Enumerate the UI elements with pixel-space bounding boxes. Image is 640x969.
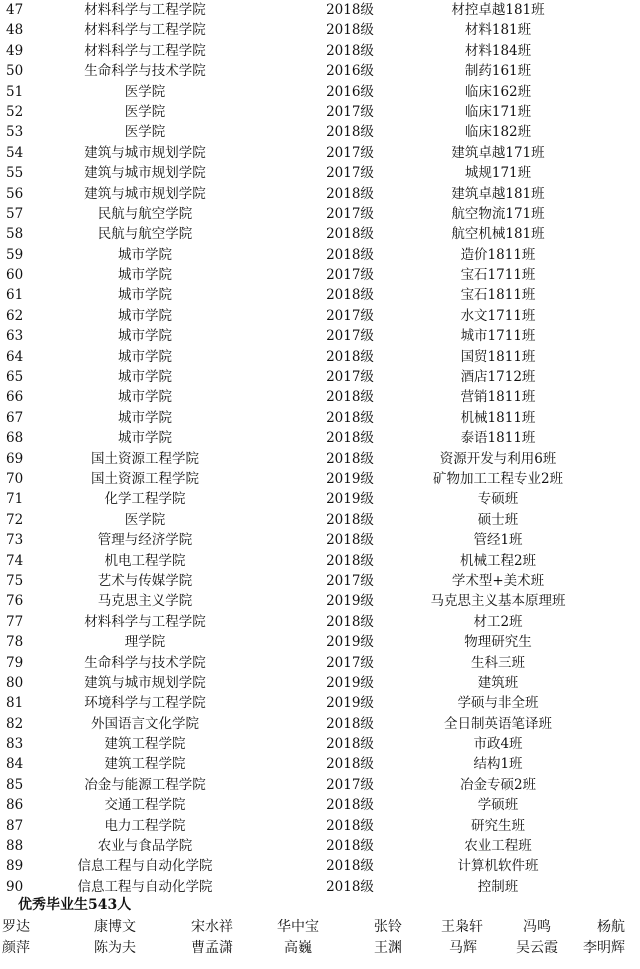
college-name: 城市学院 xyxy=(118,307,172,324)
college-name: 建筑与城市规划学院 xyxy=(84,674,206,691)
college-name: 城市学院 xyxy=(118,246,172,263)
college-name: 建筑与城市规划学院 xyxy=(84,144,206,161)
graduate-name: 王渊 xyxy=(374,940,402,956)
college-name: 艺术与传媒学院 xyxy=(97,572,193,589)
row-number: 51 xyxy=(6,83,24,100)
college-name: 环境科学与工程学院 xyxy=(84,695,206,712)
college-name: 建筑与城市规划学院 xyxy=(84,185,206,202)
college-name: 民航与航空学院 xyxy=(97,226,193,243)
row-number: 61 xyxy=(6,287,24,304)
table-row xyxy=(0,734,640,754)
table-row xyxy=(0,265,640,285)
row-number: 77 xyxy=(6,613,24,630)
college-name: 马克思主义学院 xyxy=(97,593,193,610)
row-number: 69 xyxy=(6,450,24,467)
row-number: 75 xyxy=(6,572,24,589)
row-number: 70 xyxy=(6,470,24,487)
class-name: 材料181班 xyxy=(464,22,532,39)
table-row xyxy=(0,0,640,20)
table-row xyxy=(0,489,640,509)
grade-year: 2017级 xyxy=(326,144,374,161)
grade-year: 2017级 xyxy=(326,267,374,284)
grade-year: 2016级 xyxy=(326,63,374,80)
class-name: 材控卓越181班 xyxy=(451,2,545,18)
class-name: 航空物流171班 xyxy=(451,205,545,222)
table-row xyxy=(0,285,640,305)
class-name: 机械1811班 xyxy=(460,409,536,426)
grade-year: 2018级 xyxy=(326,797,374,814)
grade-year: 2019级 xyxy=(326,634,374,651)
class-name: 营销1811班 xyxy=(460,389,536,406)
college-name: 医学院 xyxy=(124,124,166,141)
graduate-name: 宋水祥 xyxy=(191,919,233,935)
graduate-name: 颜萍 xyxy=(2,940,30,956)
table-row xyxy=(0,82,640,102)
class-name: 航空机械181班 xyxy=(451,226,545,243)
college-name: 城市学院 xyxy=(118,328,172,345)
grade-year: 2018级 xyxy=(326,2,374,18)
table-row xyxy=(0,184,640,204)
graduate-name: 康博文 xyxy=(94,919,136,935)
row-number: 88 xyxy=(6,838,24,855)
grade-year: 2019级 xyxy=(326,593,374,610)
grade-year: 2017级 xyxy=(326,205,374,222)
row-number: 47 xyxy=(6,2,24,18)
table-row xyxy=(0,795,640,815)
row-number: 85 xyxy=(6,776,24,793)
graduate-name: 冯鸣 xyxy=(523,919,551,935)
college-name: 建筑与城市规划学院 xyxy=(84,165,206,182)
table-row xyxy=(0,836,640,856)
row-number: 79 xyxy=(6,654,24,671)
table-row xyxy=(0,653,640,673)
college-name: 城市学院 xyxy=(118,348,172,365)
table-row xyxy=(0,449,640,469)
college-name: 化学工程学院 xyxy=(104,491,186,508)
grade-year: 2018级 xyxy=(326,613,374,630)
class-name: 城市1711班 xyxy=(460,328,536,345)
college-name: 电力工程学院 xyxy=(104,817,186,834)
grade-year: 2017级 xyxy=(326,165,374,182)
grade-year: 2019级 xyxy=(326,674,374,691)
graduate-name: 华中宝 xyxy=(277,919,319,935)
row-number: 57 xyxy=(6,205,24,222)
table-row xyxy=(0,408,640,428)
class-name: 结构1班 xyxy=(473,756,523,773)
college-name: 材料科学与工程学院 xyxy=(84,42,206,59)
grade-year: 2017级 xyxy=(326,307,374,324)
table-row xyxy=(0,510,640,530)
row-number: 50 xyxy=(6,63,24,80)
class-name: 宝石1711班 xyxy=(460,267,536,284)
class-name: 酒店1712班 xyxy=(460,369,536,386)
table-row xyxy=(0,20,640,40)
row-number: 54 xyxy=(6,144,24,161)
college-name: 信息工程与自动化学院 xyxy=(77,858,213,875)
college-name: 城市学院 xyxy=(118,287,172,304)
class-name: 水文1711班 xyxy=(460,307,536,324)
college-name: 建筑工程学院 xyxy=(104,736,186,753)
college-name: 农业与食品学院 xyxy=(97,838,193,855)
class-name: 制药161班 xyxy=(464,63,532,80)
class-name: 临床171班 xyxy=(464,103,532,120)
graduate-name: 罗达 xyxy=(2,919,30,935)
row-number: 76 xyxy=(6,593,24,610)
class-name: 造价1811班 xyxy=(460,246,536,263)
grade-year: 2018级 xyxy=(326,838,374,855)
class-name: 宝石1811班 xyxy=(460,287,536,304)
college-name: 城市学院 xyxy=(118,389,172,406)
class-name: 临床162班 xyxy=(464,83,532,100)
row-number: 64 xyxy=(6,348,24,365)
table-row xyxy=(0,612,640,632)
table-row xyxy=(0,530,640,550)
graduate-name: 陈为夫 xyxy=(94,940,136,956)
grade-year: 2018级 xyxy=(326,878,374,895)
section-title: 优秀毕业生543人 xyxy=(18,897,132,913)
table-row xyxy=(0,775,640,795)
class-name: 学硕与非全班 xyxy=(457,695,539,712)
row-number: 71 xyxy=(6,491,24,508)
grade-year: 2018级 xyxy=(326,246,374,263)
college-name: 外国语言文化学院 xyxy=(91,715,199,732)
grade-year: 2018级 xyxy=(326,287,374,304)
graduate-name: 马辉 xyxy=(449,940,477,956)
grade-year: 2018级 xyxy=(326,756,374,773)
names-line-2 xyxy=(0,937,640,959)
grade-year: 2017级 xyxy=(326,369,374,386)
row-number: 74 xyxy=(6,552,24,569)
class-name: 农业工程班 xyxy=(464,838,532,855)
class-name: 泰语1811班 xyxy=(460,430,536,447)
table-row xyxy=(0,754,640,774)
class-name: 建筑卓越181班 xyxy=(451,185,545,202)
table-row xyxy=(0,163,640,183)
college-name: 国土资源工程学院 xyxy=(91,470,199,487)
table-row xyxy=(0,326,640,346)
class-name: 学硕班 xyxy=(477,797,519,814)
grade-year: 2018级 xyxy=(326,124,374,141)
grade-year: 2018级 xyxy=(326,858,374,875)
grade-year: 2019级 xyxy=(326,695,374,712)
table-row xyxy=(0,469,640,489)
row-number: 80 xyxy=(6,674,24,691)
grade-year: 2019级 xyxy=(326,470,374,487)
college-name: 城市学院 xyxy=(118,430,172,447)
table-row xyxy=(0,551,640,571)
class-name: 冶金专硕2班 xyxy=(459,776,537,793)
grade-year: 2017级 xyxy=(326,103,374,120)
row-number: 83 xyxy=(6,736,24,753)
class-name: 国贸1811班 xyxy=(460,348,536,365)
table-row xyxy=(0,673,640,693)
grade-year: 2017级 xyxy=(326,776,374,793)
college-name: 城市学院 xyxy=(118,267,172,284)
graduate-name: 杨航 xyxy=(597,919,625,935)
class-name: 建筑卓越171班 xyxy=(451,144,545,161)
table-row xyxy=(0,347,640,367)
table-row xyxy=(0,632,640,652)
table-row xyxy=(0,387,640,407)
college-name: 材料科学与工程学院 xyxy=(84,613,206,630)
class-name: 物理研究生 xyxy=(464,634,532,651)
college-name: 城市学院 xyxy=(118,409,172,426)
row-number: 58 xyxy=(6,226,24,243)
table-row xyxy=(0,816,640,836)
table-row xyxy=(0,856,640,876)
grade-year: 2018级 xyxy=(326,185,374,202)
college-name: 信息工程与自动化学院 xyxy=(77,878,213,895)
table-row xyxy=(0,102,640,122)
table-row xyxy=(0,367,640,387)
class-name: 矿物加工工程专业2班 xyxy=(432,470,564,487)
table-row xyxy=(0,714,640,734)
row-number: 73 xyxy=(6,532,24,549)
college-name: 机电工程学院 xyxy=(104,552,186,569)
class-name: 控制班 xyxy=(477,878,519,895)
row-number: 48 xyxy=(6,22,24,39)
class-name: 机械工程2班 xyxy=(459,552,537,569)
row-number: 55 xyxy=(6,165,24,182)
grade-year: 2018级 xyxy=(326,226,374,243)
row-number: 49 xyxy=(6,42,24,59)
names-line-1 xyxy=(0,916,640,938)
table-row xyxy=(0,204,640,224)
college-name: 医学院 xyxy=(124,511,166,528)
row-number: 72 xyxy=(6,511,24,528)
row-number: 87 xyxy=(6,817,24,834)
grade-year: 2018级 xyxy=(326,532,374,549)
grade-year: 2017级 xyxy=(326,654,374,671)
graduate-name: 吴云霞 xyxy=(516,940,558,956)
row-number: 81 xyxy=(6,695,24,712)
table-row xyxy=(0,306,640,326)
row-number: 68 xyxy=(6,430,24,447)
grade-year: 2018级 xyxy=(326,348,374,365)
row-number: 60 xyxy=(6,267,24,284)
college-name: 材料科学与工程学院 xyxy=(84,2,206,18)
table-row xyxy=(0,245,640,265)
grade-year: 2018级 xyxy=(326,552,374,569)
grade-year: 2016级 xyxy=(326,83,374,100)
class-name: 生科三班 xyxy=(471,654,525,671)
college-name: 建筑工程学院 xyxy=(104,756,186,773)
graduate-name: 曹孟潇 xyxy=(191,940,233,956)
grade-year: 2018级 xyxy=(326,736,374,753)
college-name: 生命科学与技术学院 xyxy=(84,654,206,671)
row-number: 56 xyxy=(6,185,24,202)
class-name: 管经1班 xyxy=(473,532,523,549)
college-name: 管理与经济学院 xyxy=(97,532,193,549)
grade-year: 2018级 xyxy=(326,817,374,834)
row-number: 52 xyxy=(6,103,24,120)
row-number: 67 xyxy=(6,409,24,426)
row-number: 66 xyxy=(6,389,24,406)
graduate-name: 高巍 xyxy=(284,940,312,956)
class-name: 马克思主义基本原理班 xyxy=(430,593,566,610)
grade-year: 2017级 xyxy=(326,572,374,589)
row-number: 90 xyxy=(6,878,24,895)
grade-year: 2018级 xyxy=(326,430,374,447)
class-name: 硕士班 xyxy=(477,511,519,528)
grade-year: 2019级 xyxy=(326,491,374,508)
graduate-name: 李明辉 xyxy=(583,940,625,956)
row-number: 62 xyxy=(6,307,24,324)
grade-year: 2018级 xyxy=(326,42,374,59)
table-row xyxy=(0,693,640,713)
class-name: 城规171班 xyxy=(464,165,532,182)
class-name: 材料184班 xyxy=(464,42,532,59)
class-name: 研究生班 xyxy=(471,817,525,834)
table-row xyxy=(0,224,640,244)
college-name: 国土资源工程学院 xyxy=(91,450,199,467)
college-name: 生命科学与技术学院 xyxy=(84,63,206,80)
college-name: 医学院 xyxy=(124,83,166,100)
row-number: 89 xyxy=(6,858,24,875)
table-row xyxy=(0,571,640,591)
graduate-name: 张铃 xyxy=(374,919,402,935)
grade-year: 2018级 xyxy=(326,715,374,732)
college-name: 医学院 xyxy=(124,103,166,120)
table-row xyxy=(0,591,640,611)
row-number: 53 xyxy=(6,124,24,141)
college-name: 交通工程学院 xyxy=(104,797,186,814)
row-number: 86 xyxy=(6,797,24,814)
grade-year: 2018级 xyxy=(326,511,374,528)
grade-year: 2018级 xyxy=(326,409,374,426)
table-row xyxy=(0,428,640,448)
college-name: 冶金与能源工程学院 xyxy=(84,776,206,793)
class-name: 资源开发与利用6班 xyxy=(439,450,557,467)
grade-year: 2018级 xyxy=(326,450,374,467)
row-number: 84 xyxy=(6,756,24,773)
college-name: 民航与航空学院 xyxy=(97,205,193,222)
college-name: 城市学院 xyxy=(118,369,172,386)
class-name: 材工2班 xyxy=(473,613,523,630)
grade-year: 2018级 xyxy=(326,389,374,406)
table-row xyxy=(0,122,640,142)
row-number: 65 xyxy=(6,369,24,386)
class-name: 学术型+美术班 xyxy=(451,572,545,589)
table-row xyxy=(0,61,640,81)
grade-year: 2018级 xyxy=(326,22,374,39)
table-row xyxy=(0,143,640,163)
table-row xyxy=(0,41,640,61)
college-name: 理学院 xyxy=(124,634,166,651)
class-name: 专硕班 xyxy=(477,491,519,508)
class-name: 临床182班 xyxy=(464,124,532,141)
grade-year: 2017级 xyxy=(326,328,374,345)
row-number: 63 xyxy=(6,328,24,345)
college-name: 材料科学与工程学院 xyxy=(84,22,206,39)
class-name: 全日制英语笔译班 xyxy=(444,715,552,732)
class-name: 市政4班 xyxy=(473,736,523,753)
row-number: 59 xyxy=(6,246,24,263)
row-number: 78 xyxy=(6,634,24,651)
graduate-name: 王枭轩 xyxy=(441,919,483,935)
class-name: 建筑班 xyxy=(477,674,519,691)
row-number: 82 xyxy=(6,715,24,732)
class-name: 计算机软件班 xyxy=(457,858,539,875)
